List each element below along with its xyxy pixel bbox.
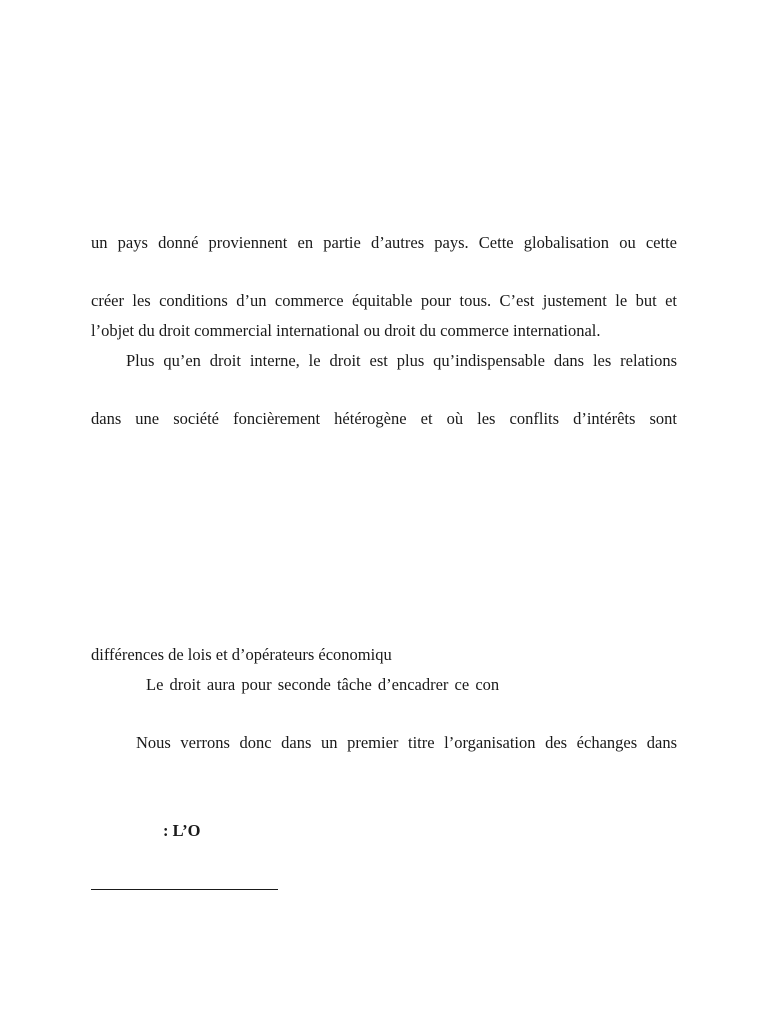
footnote-separator	[91, 889, 278, 890]
paragraph-line-4: Plus qu’en droit interne, le droit est plus qu’indispensable dans les relations	[126, 351, 677, 370]
paragraph-line-7: Le droit aura pour seconde tâche d’encadrer ce con	[146, 675, 500, 694]
paragraph-line-6: différences de lois et d’opérateurs économiqu	[91, 645, 392, 664]
paragraph-line-2: créer les conditions d’un commerce équitable pour tous. C’est justement le but et	[91, 291, 677, 310]
paragraph-line-5: dans une société foncièrement hétérogène et où les conflits d’intérêts sont	[91, 409, 677, 428]
paragraph-line-8: Nous verrons donc dans un premier titre l’organisation des échanges dans	[136, 733, 677, 752]
paragraph-line-1: un pays donné proviennent en partie d’autres pays. Cette globalisation ou cette	[91, 233, 677, 252]
section-heading: : L’O	[163, 821, 201, 840]
paragraph-line-3: l’objet du droit commercial international ou droit du commerce international.	[91, 321, 601, 340]
